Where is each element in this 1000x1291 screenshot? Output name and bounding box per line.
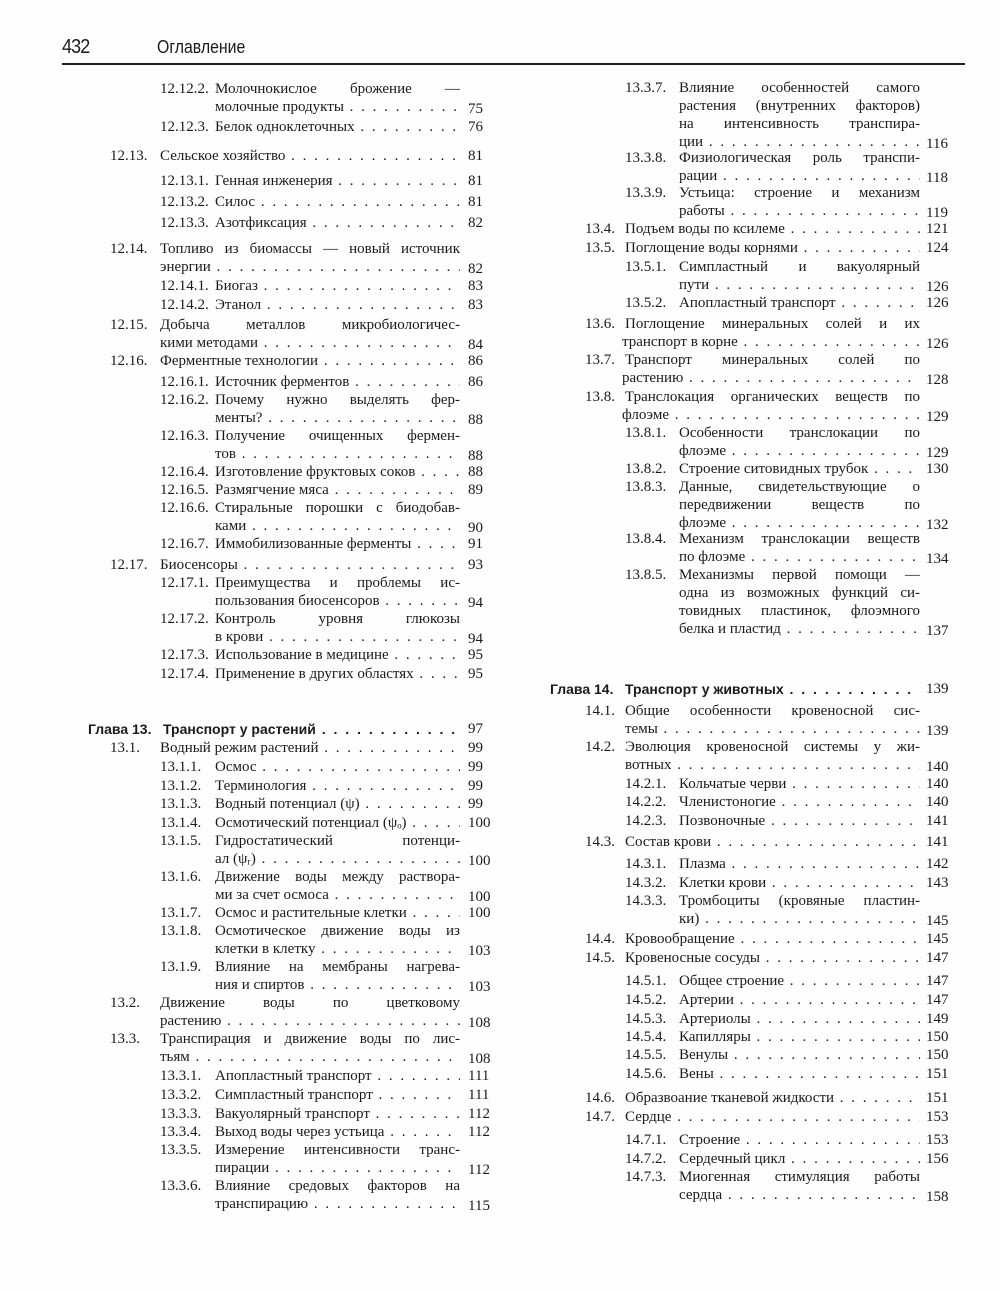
toc-entry-title-line: Осмос и растительные клетки . . . <box>215 904 460 922</box>
toc-entry-number: Глава 13. <box>88 721 152 737</box>
toc-entry-title-line: Движение воды по цветковому <box>160 995 460 1011</box>
toc-entry-title-line: Контроль уровня глюкозы <box>215 611 460 627</box>
toc-entry-title-line: темы . . . <box>625 720 920 738</box>
toc-entry-title-line: Азотфиксация . . . <box>215 214 460 232</box>
toc-entry-number: 13.3.7. <box>625 80 667 96</box>
toc-entry-title-line: флоэме . . . <box>679 514 920 532</box>
toc-entry-title-line: Ферментные технологии . . . <box>160 352 460 370</box>
toc-entry-title-line: Особенности транслокации по <box>679 425 920 441</box>
toc-entry-number: 14.5.4. <box>625 1029 667 1045</box>
toc-entry-number: 12.17. <box>110 557 148 573</box>
toc-entry-title-line: флоэме . . . <box>679 442 920 460</box>
toc-entry-number: 13.3.1. <box>160 1068 202 1084</box>
toc-entry-title-line: в крови . . . <box>215 628 460 646</box>
toc-entry-title-line: Транспорт минеральных солей по <box>625 352 920 368</box>
toc-entry-title-line: Транспорт у растений . . . <box>163 720 460 738</box>
toc-entry-number: 13.1.5. <box>160 833 202 849</box>
toc-entry-number: 13.7. <box>585 352 615 368</box>
toc-entry-title-line: тьям . . . <box>160 1048 460 1066</box>
toc-entry-title-line: Стиральные порошки с биодобав- <box>215 500 460 516</box>
toc-entry-title-line: товидных пластинок, флоэмного <box>679 603 920 619</box>
toc-entry-title-line: Физиологическая роль транспи- <box>679 150 920 166</box>
toc-entry-title-line: Поглощение минеральных солей и их <box>625 316 920 332</box>
toc-entry-number: 12.17.3. <box>160 647 209 663</box>
toc-entry-title-line: Устьица: строение и механизм <box>679 185 920 201</box>
toc-entry-title-line: Членистоногие . . . <box>679 793 920 811</box>
toc-entry-title-line: Биосенсоры . . . <box>160 556 460 574</box>
toc-entry-title-line: транспорт в корне . . . <box>622 333 920 351</box>
toc-entry-title-line: ал (ψᵣ) . . . <box>215 850 460 868</box>
toc-entry-title-line: Преимущества и проблемы ис- <box>215 575 460 591</box>
toc-entry-title-line: Использование в медицине . . . <box>215 646 460 664</box>
toc-entry-title-line: Миогенная стимуляция работы <box>679 1169 920 1185</box>
toc-entry-number: 14.7.2. <box>625 1151 667 1167</box>
toc-entry-title-line: Капилляры . . . <box>679 1028 920 1046</box>
toc-entry-title-line: ции . . . <box>679 133 920 151</box>
toc-entry-number: 13.3. <box>110 1031 140 1047</box>
toc-entry-title-line: тов . . . <box>215 445 460 463</box>
toc-entry-number: 13.3.3. <box>160 1106 202 1122</box>
toc-entry-number: 12.16. <box>110 353 148 369</box>
toc-entry-title-line: Измерение интенсивности транс- <box>215 1142 460 1158</box>
toc-entry-number: 13.8.4. <box>625 531 667 547</box>
toc-entry-title-line: Данные, свидетельствующие о <box>679 479 920 495</box>
toc-entry-title-line: ми за счет осмоса . . . <box>215 886 460 904</box>
toc-entry-number: 12.14. <box>110 241 148 257</box>
toc-entry-number: 14.5.1. <box>625 973 667 989</box>
toc-entry-number: 14.5.3. <box>625 1011 667 1027</box>
toc-entry-number: 12.16.6. <box>160 500 209 516</box>
toc-entry-title-line: Транспорт у животных . . . <box>625 680 920 698</box>
toc-entry-title-line: Транслокация органических веществ по <box>625 389 920 405</box>
toc-entry-number: 14.7.1. <box>625 1132 667 1148</box>
toc-entry-number: 12.15. <box>110 317 148 333</box>
toc-entry-title-line: Генная инженерия . . . <box>215 172 460 190</box>
toc-entry-title-line: Общие особенности кровеносной сис- <box>625 703 920 719</box>
toc-entry-title-line: флоэме . . . <box>622 406 920 424</box>
toc-entry-title-line: Осмос . . . <box>215 758 460 776</box>
toc-entry-title-line: Источник ферментов . . . <box>215 373 460 391</box>
toc-entry-number: 12.13.1. <box>160 173 209 189</box>
toc-entry-title-line: пути . . . <box>679 276 920 294</box>
toc-entry-title-line: передвижении веществ по <box>679 497 920 513</box>
toc-entry-title-line: Симпластный и вакуолярный <box>679 259 920 275</box>
toc-entry-number: 12.12.2. <box>160 81 209 97</box>
toc-entry-number: 14.5.6. <box>625 1066 667 1082</box>
toc-entry-number: 13.8.2. <box>625 461 667 477</box>
toc-entry-number: 13.3.4. <box>160 1124 202 1140</box>
toc-entry-title-line: Кровеносные сосуды . . . <box>625 949 920 967</box>
toc-entry-title-line: Симпластный транспорт . . . <box>215 1086 460 1104</box>
toc-entry-title-line: ками . . . <box>215 517 460 535</box>
toc-entry-number: 14.2.3. <box>625 813 667 829</box>
toc-entry-number: 13.5.2. <box>625 295 667 311</box>
toc-entry-title-line: Осмотический потенциал (ψₒ) . . . <box>215 814 460 832</box>
toc-entry-title-line: Водный потенциал (ψ) . . . <box>215 795 460 813</box>
toc-entry-title-line: Терминология . . . <box>215 777 460 795</box>
toc-entry-number: 12.16.4. <box>160 464 209 480</box>
toc-entry-title-line: Позвоночные . . . <box>679 812 920 830</box>
toc-entry-title-line: Белок одноклеточных . . . <box>215 118 460 136</box>
toc-entry-number: 14.1. <box>585 703 615 719</box>
toc-entry-title-line: по флоэме . . . <box>679 548 920 566</box>
toc-entry-number: 14.2. <box>585 739 615 755</box>
toc-entry-title-line: на интенсивность транспира- <box>679 116 920 132</box>
toc-entry-title-line: Топливо из биомассы — новый источник <box>160 241 460 257</box>
toc-entry-number: 14.3. <box>585 834 615 850</box>
toc-entry-number: 12.16.1. <box>160 374 209 390</box>
toc-entry-title-line: пирации . . . <box>215 1159 460 1177</box>
toc-entry-title-line: Клетки крови . . . <box>679 874 920 892</box>
toc-entry-number: Глава 14. <box>550 681 614 697</box>
toc-entry-title-line: одна из возможных функций си- <box>679 585 920 601</box>
toc-entry-title-line: Строение . . . <box>679 1131 920 1149</box>
toc-entry-number: 12.14.1. <box>160 278 209 294</box>
toc-entry-title-line: кими методами . . . <box>160 334 460 352</box>
toc-entry-number: 13.1. <box>110 740 140 756</box>
toc-entry-number: 14.7.3. <box>625 1169 667 1185</box>
toc-entry-title-line: Артерии . . . <box>679 991 920 1009</box>
page-number: 432 <box>62 36 90 58</box>
toc-entry-number: 12.14.2. <box>160 297 209 313</box>
toc-entry-title-line: Механизмы первой помощи — <box>679 567 920 583</box>
toc-entry-number: 13.4. <box>585 221 615 237</box>
toc-entry-number: 13.1.7. <box>160 905 202 921</box>
toc-entry-number: 14.2.1. <box>625 776 667 792</box>
toc-entry-title-line: Иммобилизованные ферменты . . . <box>215 535 460 553</box>
toc-entry-title-line: Сельское хозяйство . . . <box>160 147 460 165</box>
toc-entry-number: 13.1.3. <box>160 796 202 812</box>
toc-entry-number: 12.16.3. <box>160 428 209 444</box>
toc-entry-number: 13.8. <box>585 389 615 405</box>
toc-entry-title-line: Влияние средовых факторов на <box>215 1178 460 1194</box>
toc-entry-title-line: белка и пластид . . . <box>679 620 920 638</box>
toc-entry-number: 14.5.5. <box>625 1047 667 1063</box>
toc-entry-title-line: Кольчатые черви . . . <box>679 775 920 793</box>
toc-entry-title-line: Выход воды через устьица . . . <box>215 1123 460 1141</box>
toc-entry-title-line: Влияние на мембраны нагрева- <box>215 959 460 975</box>
toc-entry-title-line: Транспирация и движение воды по лис- <box>160 1031 460 1047</box>
toc-entry-number: 13.1.9. <box>160 959 202 975</box>
toc-entry-title-line: работы . . . <box>679 202 920 220</box>
toc-entry-title-line: Состав крови . . . <box>625 833 920 851</box>
toc-entry-title-line: Артериолы . . . <box>679 1010 920 1028</box>
toc-entry-number: 14.5.2. <box>625 992 667 1008</box>
toc-entry-title-line: Применение в других областях . . . <box>215 665 460 683</box>
toc-entry-title-line: Эволюция кровеносной системы у жи- <box>625 739 920 755</box>
toc-entry-number: 14.3.2. <box>625 875 667 891</box>
toc-entry-title-line: Общее строение . . . <box>679 972 920 990</box>
toc-entry-title-line: сердца . . . <box>679 1186 920 1204</box>
toc-entry-title-line: Венулы . . . <box>679 1046 920 1064</box>
toc-entry-title-line: Апопластный транспорт . . . <box>215 1067 460 1085</box>
toc-entry-number: 13.3.9. <box>625 185 667 201</box>
toc-entry-number: 12.16.2. <box>160 392 209 408</box>
toc-entry-number: 14.6. <box>585 1090 615 1106</box>
toc-entry-title-line: Вены . . . <box>679 1065 920 1083</box>
toc-entry-title-line: пользования биосенсоров . . . <box>215 592 460 610</box>
toc-entry-title-line: Подъем воды по ксилеме . . . <box>625 220 920 238</box>
toc-entry-title-line: Влияние особенностей самого <box>679 80 920 96</box>
toc-entry-number: 14.7. <box>585 1109 615 1125</box>
toc-entry-title-line: ния и спиртов . . . <box>215 976 460 994</box>
toc-entry-title-line: Строение ситовидных трубок . . . <box>679 460 920 478</box>
toc-entry-title-line: растению . . . <box>160 1012 460 1030</box>
toc-entry-title-line: Механизм транслокации веществ <box>679 531 920 547</box>
toc-entry-title-line: Осмотическое движение воды из <box>215 923 460 939</box>
toc-entry-number: 12.13. <box>110 148 148 164</box>
toc-entry-number: 13.2. <box>110 995 140 1011</box>
toc-entry-title-line: Добыча металлов микробиологичес- <box>160 317 460 333</box>
toc-entry-number: 14.4. <box>585 931 615 947</box>
toc-entry-number: 12.16.5. <box>160 482 209 498</box>
toc-entry-number: 13.3.5. <box>160 1142 202 1158</box>
toc-entry-number: 13.1.2. <box>160 778 202 794</box>
toc-entry-number: 13.6. <box>585 316 615 332</box>
toc-entry-number: 14.3.3. <box>625 893 667 909</box>
toc-entry-title-line: Силос . . . <box>215 193 460 211</box>
toc-entry-number: 12.13.2. <box>160 194 209 210</box>
toc-entry-title-line: Почему нужно выделять фер- <box>215 392 460 408</box>
toc-entry-number: 14.3.1. <box>625 856 667 872</box>
running-title: Оглавление <box>157 37 246 57</box>
toc-entry-title-line: Сердце . . . <box>625 1108 920 1126</box>
toc-entry-number: 13.8.3. <box>625 479 667 495</box>
toc-entry-number: 13.1.4. <box>160 815 202 831</box>
toc-entry-number: 12.17.2. <box>160 611 209 627</box>
toc-entry-title-line: транспирацию . . . <box>215 1195 460 1213</box>
toc-entry-title-line: Движение воды между раствора- <box>215 869 460 885</box>
toc-entry-title-line: Вакуолярный транспорт . . . <box>215 1105 460 1123</box>
toc-entry-number: 13.8.5. <box>625 567 667 583</box>
toc-entry-title-line: Размягчение мяса . . . <box>215 481 460 499</box>
toc-entry-title-line: Изготовление фруктовых соков . . . <box>215 463 460 481</box>
toc-entry-number: 13.3.6. <box>160 1178 202 1194</box>
page-header <box>62 36 965 65</box>
toc-entry-title-line: Сердечный цикл . . . <box>679 1150 920 1168</box>
toc-entry-title-line: Водный режим растений . . . <box>160 739 460 757</box>
toc-entry-title-line: Тромбоциты (кровяные пластин- <box>679 893 920 909</box>
toc-entry-number: 14.2.2. <box>625 794 667 810</box>
toc-entry-number: 13.3.8. <box>625 150 667 166</box>
toc-entry-number: 13.1.8. <box>160 923 202 939</box>
toc-entry-title-line: рации . . . <box>679 167 920 185</box>
toc-entry-title-line: менты? . . . <box>215 409 460 427</box>
toc-entry-title-line: молочные продукты . . . <box>215 98 460 116</box>
toc-entry-title-line: Апопластный транспорт . . . <box>679 294 920 312</box>
toc-entry-title-line: Плазма . . . <box>679 855 920 873</box>
toc-entry-title-line: Получение очищенных фермен- <box>215 428 460 444</box>
toc-entry-title-line: энергии . . . <box>160 258 460 276</box>
toc-entry-title-line: Образвоание тканевой жидкости . . . <box>625 1089 920 1107</box>
toc-entry-title-line: растения (внутренних факторов) <box>679 98 920 114</box>
toc-entry-title-line: Поглощение воды корнями . . . <box>625 239 920 257</box>
toc-entry-number: 12.17.1. <box>160 575 209 591</box>
toc-entry-number: 13.8.1. <box>625 425 667 441</box>
toc-entry-title-line: Кровообращение . . . <box>625 930 920 948</box>
toc-entry-number: 13.1.6. <box>160 869 202 885</box>
toc-entry-number: 13.5.1. <box>625 259 667 275</box>
toc-entry-number: 12.12.3. <box>160 119 209 135</box>
toc-entry-number: 13.1.1. <box>160 759 202 775</box>
toc-entry-title-line: Этанол . . . <box>215 296 460 314</box>
toc-entry-number: 12.16.7. <box>160 536 209 552</box>
toc-entry-title-line: ки) . . . <box>679 910 920 928</box>
toc-entry-title-line: Гидростатический потенци- <box>215 833 460 849</box>
toc-entry-number: 13.5. <box>585 240 615 256</box>
toc-entry-title-line: клетки в клетку . . . <box>215 940 460 958</box>
toc-entry-title-line: растению . . . <box>622 369 920 387</box>
toc-entry-title-line: Молочнокислое брожение — <box>215 81 460 97</box>
toc-entry-title-line: вотных . . . <box>625 756 920 774</box>
toc-entry-number: 14.5. <box>585 950 615 966</box>
toc-entry-number: 13.3.2. <box>160 1087 202 1103</box>
toc-entry-number: 12.17.4. <box>160 666 209 682</box>
toc-entry-number: 12.13.3. <box>160 215 209 231</box>
toc-entry-title-line: Биогаз . . . <box>215 277 460 295</box>
